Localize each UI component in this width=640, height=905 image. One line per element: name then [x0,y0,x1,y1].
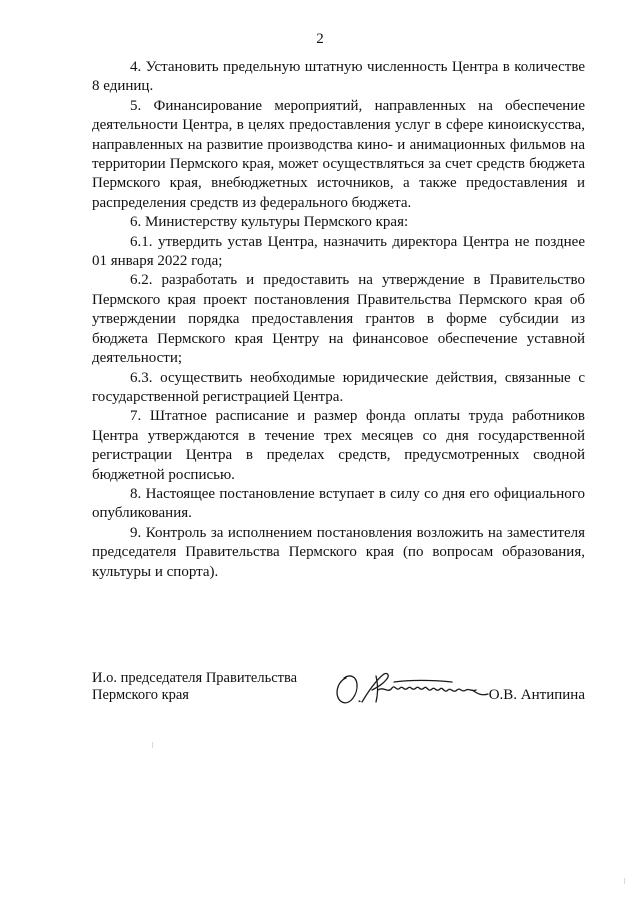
paragraph-7: 7. Штатное расписание и размер фонда оплаты труда работников Центра утверждаются в течение трех месяцев со дня государственной регистрации Центра в пределах средств, предусмотренных сводной бюджетной росписью. [92,408,585,483]
paragraph-8: 8. Настоящее постановление вступает в силу со дня его официального опубликования. [92,485,585,522]
signer-title [92,670,297,704]
signer-name: О.В. Антипина [488,687,585,703]
paragraph-5: 5. Финансирование мероприятий, направленных на обеспечение деятельности Центра, в целях предоставления услуг в сфере киноискусства, направленных на развитие производства кино- и анимационных фильмов на территории Пермского края, может осуществляться за счет средств бюджета Пермского края, внебюджетных источников, а также предоставления и распределения средств из федерального бюджета. [92,97,585,211]
paragraph-6-1: 6.1. утвердить устав Центра, назначить директора Центра не позднее 01 января 2022 года; [92,233,585,270]
scan-artifact [624,878,625,884]
scan-artifact [152,742,153,748]
signature-block [92,670,585,720]
paragraph-6-3: 6.3. осуществить необходимые юридические действия, связанные с государственной регистрацией Центра. [92,369,585,405]
handwritten-signature [332,668,490,708]
page-number: 2 [316,31,324,47]
signer-title-line-2: Пермского края [92,687,189,703]
paragraph-4: 4. Установить предельную штатную численность Центра в количестве 8 единиц. [92,59,585,95]
paragraph-9: 9. Контроль за исполнением постановления возложить на заместителя председателя Правительства Пермского края (по вопросам образования, культуры и спорта). [92,524,585,580]
paragraph-6: 6. Министерству культуры Пермского края: [130,214,409,231]
signer-title-line-1: И.о. председателя Правительства [92,670,298,686]
paragraph-6-2: 6.2. разработать и предоставить на утверждение в Правительство Пермского края проект постановления Правительства Пермского края об утверждении порядка предоставления грантов в форме субсидии из бюджета Пермского края Центру на финансовое обеспечение уставной деятельности; [92,272,585,367]
document-body [92,58,585,582]
